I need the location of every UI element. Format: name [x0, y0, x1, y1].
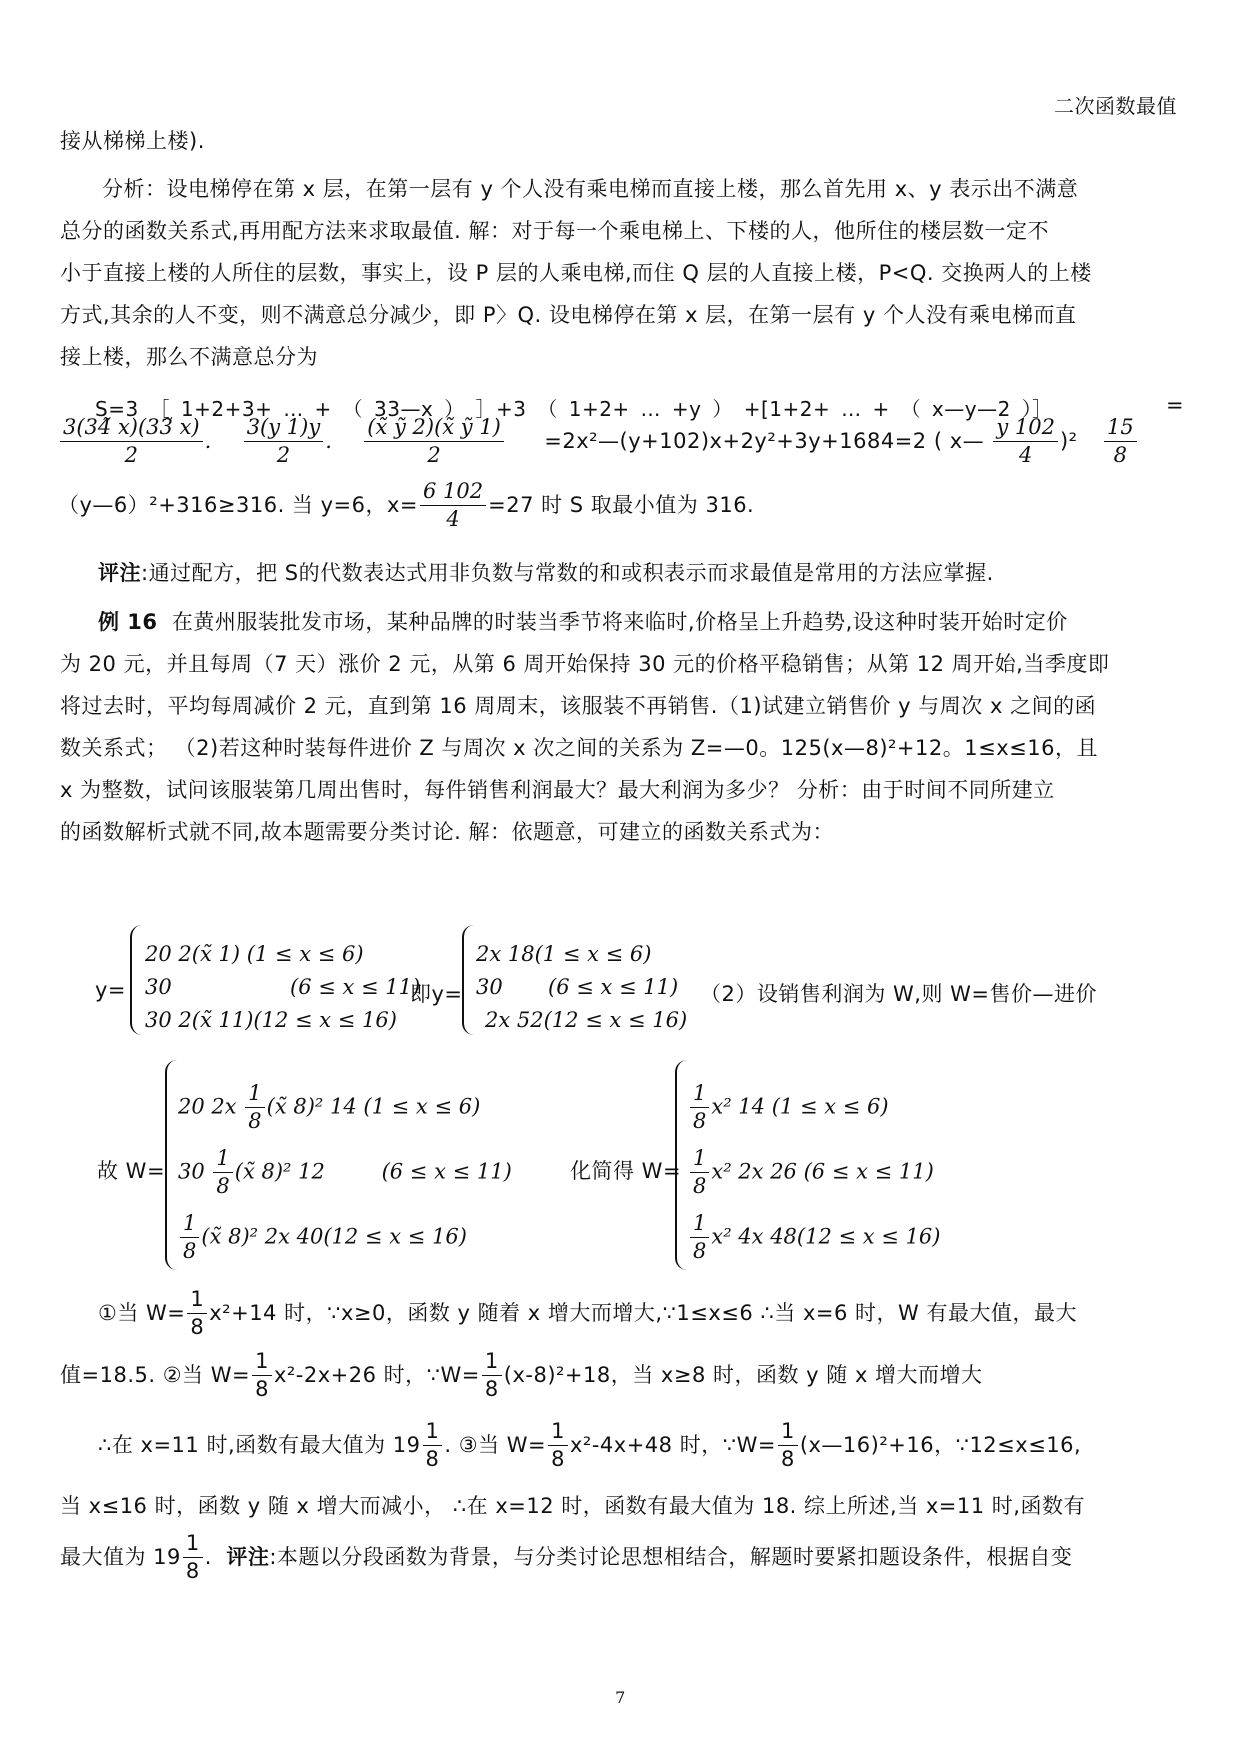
piecewise-y-note: （2）设销售利润为 W,则 W=售价—进价 — [700, 982, 1098, 1006]
fraction-numerator: 1 — [778, 1418, 798, 1446]
fraction-numerator: 1 — [423, 1418, 443, 1446]
fraction-denominator: 8 — [693, 1239, 707, 1264]
math-text: (x̃ 8)² 12 — [234, 1159, 325, 1184]
fraction-denominator: 2 — [124, 443, 138, 468]
fraction-denominator: 8 — [484, 1377, 499, 1402]
example-text: 在黄州服装批发市场，某种品牌的时装当季节将来临时,价格呈上升趋势,设这种时装开始时定价 — [171, 610, 1068, 634]
math-text: 30 — [178, 1159, 205, 1184]
equation-text: =27 时 S 取最小值为 316. — [488, 492, 755, 517]
fraction-denominator: 8 — [183, 1239, 197, 1264]
solution-text: . — [204, 1544, 212, 1569]
equals-sign: = — [1166, 393, 1185, 417]
fraction-denominator: 8 — [551, 1447, 565, 1472]
page-number: 7 — [615, 1688, 626, 1707]
example-line — [98, 606, 1185, 636]
brace-icon — [165, 1060, 177, 1270]
piecewise-w-row — [688, 1210, 940, 1266]
text-line: 总分的函数关系式,再用配方法来求取最值. 解：对于每一个乘电梯上、下楼的人，他所住的楼层数一定不 — [60, 219, 1050, 243]
fraction-denominator: 2 — [427, 443, 441, 468]
comment-label: 评注 — [226, 1544, 270, 1569]
fraction-numerator: 1 — [690, 1145, 709, 1173]
piecewise-y-prefix: y= — [95, 978, 127, 1002]
solution-text: x²-4x+48 时，∵W= — [570, 1432, 776, 1457]
fraction-denominator: 8 — [780, 1447, 795, 1472]
solution-text: 值=18.5. ②当 W= — [60, 1362, 251, 1387]
brace-icon — [462, 925, 474, 1035]
page-header: 二次函数最值 — [1054, 94, 1177, 118]
piecewise-row: 30 — [145, 975, 172, 999]
math-text: x² 4x 48(12 ≤ x ≤ 16) — [711, 1224, 941, 1249]
piecewise-row: (6 ≤ x ≤ 11) — [548, 975, 679, 999]
solution-line — [98, 1418, 1081, 1474]
comment-label: 评注 — [98, 561, 141, 585]
math-text: (6 ≤ x ≤ 11) — [381, 1159, 512, 1184]
text-line: 数关系式； （2)若这种时装每件进价 Z 与周次 x 次之间的关系为 Z=—0。125(x—8)²+12。1≤x≤16，且 — [60, 736, 1098, 760]
fraction-denominator: 8 — [693, 1109, 707, 1134]
solution-line — [60, 1348, 983, 1404]
fraction-denominator: 8 — [425, 1447, 440, 1472]
piecewise-row: 30 2(x̃ 11)(12 ≤ x ≤ 16) — [145, 1008, 397, 1032]
piecewise-w-row — [688, 1080, 889, 1136]
piecewise-w-prefix: 故 W= — [97, 1159, 166, 1183]
piecewise-row: (6 ≤ x ≤ 11) — [290, 975, 421, 999]
solution-text: (x—16)²+16，∵12≤x≤16, — [799, 1432, 1082, 1457]
brace-icon — [130, 925, 142, 1035]
solution-text: ①当 W= — [98, 1300, 186, 1325]
equation-s-line3 — [58, 478, 754, 534]
equation-s-line1: S=3 ［ 1+2+3+ … + （ 33—x ） ］+3 （ 1+2+ … +y ） +[1+2+ … + （ x—y—2 ）］ — [95, 397, 1053, 421]
equation-s-line2: $\frac{3(34̃ x)(33̃ x)}{2}$ . $\frac{3(y 1)y}{2}$ . $\frac{\text{(x̃ ỹ 2)(x̃ ỹ 1)}}{2}$ =2x²—(y+102)x+2y²+3y+1684=2 ( x— $\frac{y 102}{4}$ )² $\frac{15}{8}$ — [58, 414, 1139, 470]
fraction-numerator: 1 — [213, 1145, 232, 1173]
fraction-numerator: 1 — [187, 1286, 207, 1314]
fraction-numerator: 1 — [183, 1530, 203, 1558]
text-line: x 为整数，试问该服装第几周出售时，每件销售利润最大？最大利润为多少？ 分析：由于时间不同所建立 — [60, 778, 1055, 802]
fraction-numerator: 1 — [245, 1080, 264, 1108]
text-line: 接上楼，那么不满意总分为 — [60, 345, 318, 369]
text-line: 的函数解析式就不同,故本题需要分类讨论. 解：依题意，可建立的函数关系式为： — [60, 820, 835, 844]
piecewise-w-row — [178, 1080, 480, 1136]
fraction-numerator: 15 — [1104, 414, 1137, 442]
fraction-denominator: 8 — [190, 1315, 205, 1340]
solution-text: 最大值为 19 — [60, 1544, 181, 1569]
fraction-numerator: (x̃ ỹ 2)(x̃ ỹ 1) — [364, 414, 504, 442]
fraction-denominator: 8 — [185, 1559, 200, 1584]
fraction-numerator: y 102 — [993, 414, 1058, 442]
fraction-numerator: 1 — [548, 1418, 568, 1446]
fraction-numerator: 6 102 — [420, 478, 486, 506]
math-text: (x̃ 8)² 14 (1 ≤ x ≤ 6) — [266, 1094, 481, 1119]
text-line: 方式,其余的人不变，则不满意总分减少，即 P〉Q. 设电梯停在第 x 层，在第一层有 y 个人没有乘电梯而直 — [60, 303, 1077, 327]
equation-text: )² — [1059, 428, 1078, 453]
fraction-denominator: 8 — [248, 1109, 262, 1134]
text-line: 接从梯梯上楼). — [60, 129, 205, 153]
fraction-denominator: 8 — [1113, 443, 1127, 468]
fraction-numerator: 1 — [252, 1348, 272, 1376]
solution-text: ∴在 x=11 时,函数有最大值为 19 — [98, 1432, 421, 1457]
piecewise-w-row — [688, 1145, 934, 1201]
fraction-numerator: 1 — [180, 1210, 199, 1238]
math-text: 20 2x — [178, 1094, 237, 1119]
fraction-denominator: 8 — [216, 1174, 230, 1199]
text-line: 将过去时，平均每周减价 2 元，直到第 16 周周末，该服装不再销售.（1)试建立销售价 y 与周次 x 之间的函 — [60, 694, 1097, 718]
piecewise-y-mid: 即y= — [410, 982, 463, 1006]
piecewise-w-mid: 化简得 W= — [570, 1159, 682, 1183]
fraction-numerator: 3(y 1)y — [244, 414, 324, 442]
fraction-denominator: 4 — [446, 507, 460, 532]
piecewise-row: 30 — [476, 975, 503, 999]
math-text: (x̃ 8)² 2x 40(12 ≤ x ≤ 16) — [201, 1224, 467, 1249]
comment-text: :通过配方，把 S的代数表达式用非负数与常数的和或积表示而求最值是常用的方法应掌握. — [141, 561, 994, 585]
equation-text: （y—6）²+316≥316. 当 y=6，x= — [58, 492, 418, 517]
piecewise-row: 2x 52(12 ≤ x ≤ 16) — [485, 1008, 688, 1032]
fraction-numerator: 1 — [482, 1348, 502, 1376]
solution-line — [98, 1286, 1077, 1342]
solution-line: 当 x≤16 时，函数 y 随 x 增大而减小， ∴在 x=12 时，函数有最大值为 18. 综上所述,当 x=11 时,函数有 — [60, 1494, 1085, 1518]
solution-text: x²-2x+26 时，∵W= — [273, 1362, 480, 1387]
fraction-denominator: 8 — [693, 1174, 707, 1199]
solution-text: :本题以分段函数为背景，与分类讨论思想相结合，解题时要紧扣题设条件，根据自变 — [269, 1544, 1073, 1569]
brace-icon — [675, 1060, 687, 1270]
math-text: x² 2x 26 (6 ≤ x ≤ 11) — [711, 1159, 934, 1184]
solution-text: x²+14 时，∵x≥0，函数 y 随着 x 增大而增大,∵1≤x≤6 ∴当 x=6 时，W 有最大值，最大 — [209, 1300, 1077, 1325]
example-label: 例 16 — [98, 610, 158, 634]
solution-text: (x-8)²+18，当 x≥8 时，函数 y 随 x 增大而增大 — [503, 1362, 983, 1387]
comment-line — [98, 557, 1185, 587]
fraction-denominator: 2 — [276, 443, 291, 468]
fraction-numerator: 1 — [690, 1210, 709, 1238]
piecewise-row: 20 2(x̃ 1) (1 ≤ x ≤ 6) — [145, 942, 364, 966]
text-line: 小于直接上楼的人所住的层数，事实上，设 P 层的人乘电梯,而住 Q 层的人直接上楼，P<Q. 交换两人的上楼 — [60, 261, 1092, 285]
piecewise-row: 2x 18(1 ≤ x ≤ 6) — [476, 942, 652, 966]
text-line: 为 20 元，并且每周（7 天）涨价 2 元，从第 6 周开始保持 30 元的价格平稳销售；从第 12 周开始,当季度即 — [60, 652, 1110, 676]
piecewise-w-row — [178, 1210, 467, 1266]
math-text: x² 14 (1 ≤ x ≤ 6) — [711, 1094, 889, 1119]
fraction-denominator: 8 — [255, 1377, 269, 1402]
fraction-denominator: 4 — [1018, 443, 1033, 468]
solution-line — [60, 1530, 1072, 1586]
fraction-numerator: 3(34̃ x)(33̃ x) — [60, 414, 203, 442]
text-line: 分析：设电梯停在第 x 层，在第一层有 y 个人没有乘电梯而直接上楼，那么首先用 x、y 表示出不满意 — [102, 177, 1079, 201]
piecewise-w-row — [178, 1145, 512, 1201]
solution-text: . ③当 W= — [444, 1432, 547, 1457]
fraction-numerator: 1 — [690, 1080, 709, 1108]
equation-text: =2x²—(y+102)x+2y²+3y+1684=2 ( x— — [544, 428, 985, 453]
